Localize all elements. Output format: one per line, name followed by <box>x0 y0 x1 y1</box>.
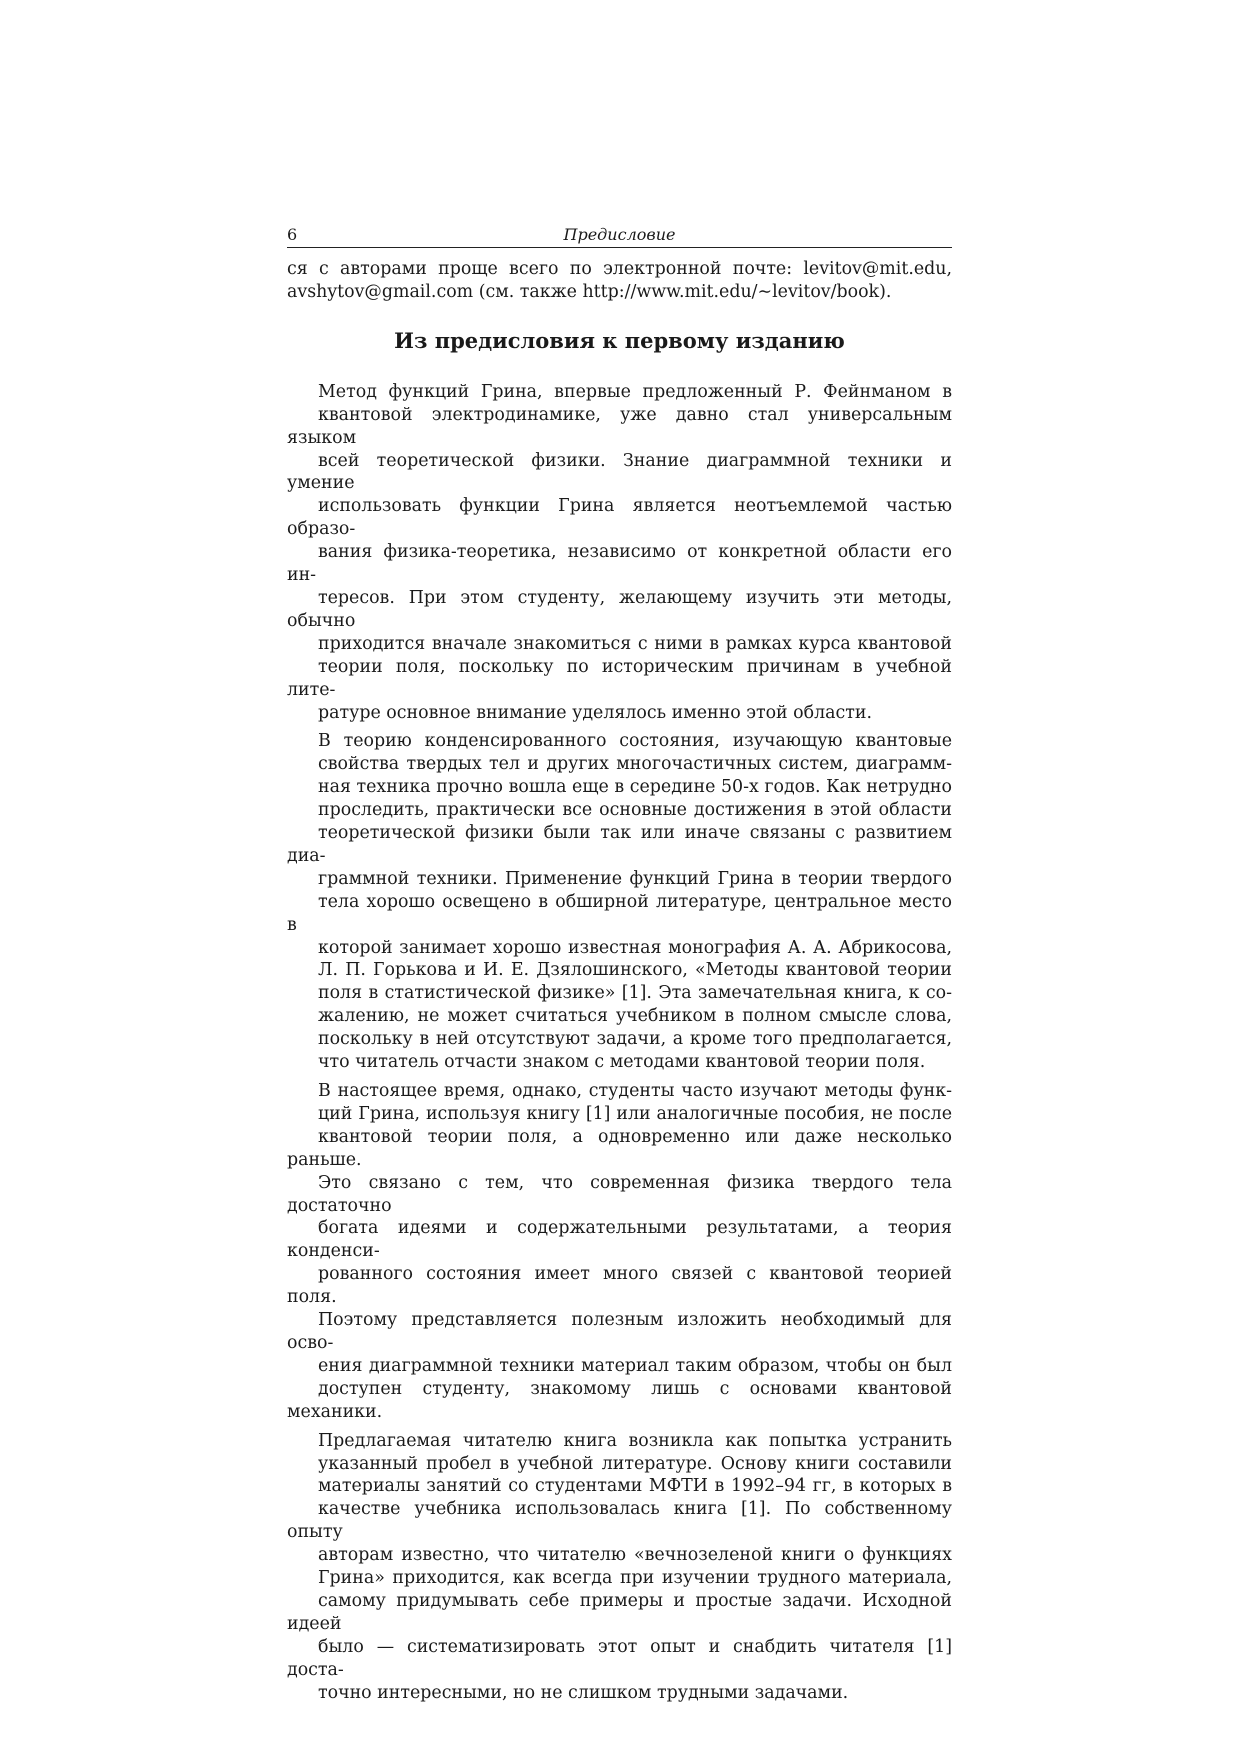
text-line: Л. П. Горькова и И. Е. Дзялошинского, «Методы квантовой теории <box>318 960 952 981</box>
text-line: свойства твердых тел и других многочастичных систем, диаграмм- <box>318 754 952 775</box>
text-line: всей теоретической физики. Знание диаграммной техники и умение <box>287 450 952 494</box>
text-line: доступен студенту, знакомому лишь с основами квантовой механики. <box>287 1378 952 1422</box>
text-line: вания физика-теоретика, независимо от конкретной области его ин- <box>287 542 952 586</box>
text-line: тела хорошо освещено в обширной литературе, центральное место в <box>287 891 952 935</box>
running-title: Предисловие <box>563 225 676 244</box>
text-line: квантовой электродинамике, уже давно стал универсальным языком <box>287 404 952 448</box>
text-line: было — систематизировать этот опыт и снабдить читателя [1] доста- <box>287 1636 952 1680</box>
continuation-text <box>287 258 952 304</box>
text-line: ся с авторами проще всего по электронной почте: levitov@mit.edu, <box>287 259 952 279</box>
text-line: материалы занятий со студентами МФТИ в 1992–94 гг, в которых в <box>318 1476 952 1497</box>
text-line: поля в статистической физике» [1]. Эта замечательная книга, к со- <box>318 983 952 1004</box>
page-header <box>287 225 952 248</box>
text-line: точно интересными, но не слишком трудными задачами. <box>318 1682 849 1703</box>
paragraph-3 <box>287 1080 952 1424</box>
text-line: приходится вначале знакомиться с ними в рамках курса квантовой <box>318 633 952 654</box>
text-line: что читатель отчасти знаком с методами квантовой теории поля. <box>318 1052 926 1073</box>
text-line: самому придумывать себе примеры и простые задачи. Исходной идеей <box>287 1590 952 1634</box>
text-line: avshytov@gmail.com (см. также http://www.mit.edu/∼levitov/book). <box>287 281 892 302</box>
text-line: граммной техники. Применение функций Грина в теории твердого <box>318 868 952 889</box>
text-line: теоретической физики были так или иначе связаны с развитием диа- <box>287 823 952 866</box>
text-line: рованного состояния имеет много связей с квантовой теорией поля. <box>287 1264 952 1308</box>
paragraph-4 <box>287 1430 952 1705</box>
text-line: Грина» приходится, как всегда при изучении трудного материала, <box>318 1568 952 1589</box>
text-line: ения диаграммной техники материал таким образом, чтобы он был <box>318 1355 952 1376</box>
text-line: проследить, практически все основные достижения в этой области <box>318 800 952 821</box>
text-line: жалению, не может считаться учебником в полном смысле слова, <box>318 1006 952 1027</box>
book-page <box>287 225 952 1704</box>
text-line: В настоящее время, однако, студенты часто изучают методы функ- <box>318 1081 952 1101</box>
text-line: качестве учебника использовалась книга [1]. По собственному опыту <box>287 1499 952 1543</box>
text-line: квантовой теории поля, а одновременно или даже несколько раньше. <box>287 1126 952 1170</box>
text-line: использовать функции Грина является неотъемлемой частью образо- <box>287 496 952 540</box>
text-line: Это связано с тем, что современная физика твердого тела достаточно <box>287 1172 952 1216</box>
text-line: Поэтому представляется полезным изложить необходимый для осво- <box>287 1310 952 1353</box>
text-line: тересов. При этом студенту, желающему изучить эти методы, обычно <box>287 587 952 631</box>
text-line: ратуре основное внимание уделялось именно этой области. <box>318 702 872 723</box>
text-line: ная техника прочно вошла еще в середине 50-х годов. Как нетрудно <box>318 777 952 798</box>
text-line: ций Грина, используя книгу [1] или аналогичные пособия, не после <box>318 1103 952 1124</box>
text-line: Предлагаемая читателю книга возникла как попытка устранить <box>318 1430 952 1451</box>
text-line: Метод функций Грина, впервые предложенный Р. Фейнманом в <box>318 381 952 402</box>
paragraph-1 <box>287 381 952 725</box>
text-line: теории поля, поскольку по историческим причинам в учебной лите- <box>287 656 952 700</box>
text-line: поскольку в ней отсутствуют задачи, а кроме того предполагается, <box>318 1029 952 1050</box>
text-line: В теорию конденсированного состояния, изучающую квантовые <box>318 731 952 752</box>
page-number: 6 <box>287 225 298 244</box>
text-line: которой занимает хорошо известная монография А. А. Абрикосова, <box>318 937 952 958</box>
text-line: авторам известно, что читателю «вечнозеленой книги о функциях <box>318 1545 952 1566</box>
paragraph-2 <box>287 730 952 1074</box>
text-line: указанный пробел в учебной литературе. Основу книги составили <box>318 1453 952 1474</box>
text-line: богата идеями и содержательными результатами, а теория конденси- <box>287 1218 952 1262</box>
section-title: Из предисловия к первому изданию <box>394 327 845 353</box>
